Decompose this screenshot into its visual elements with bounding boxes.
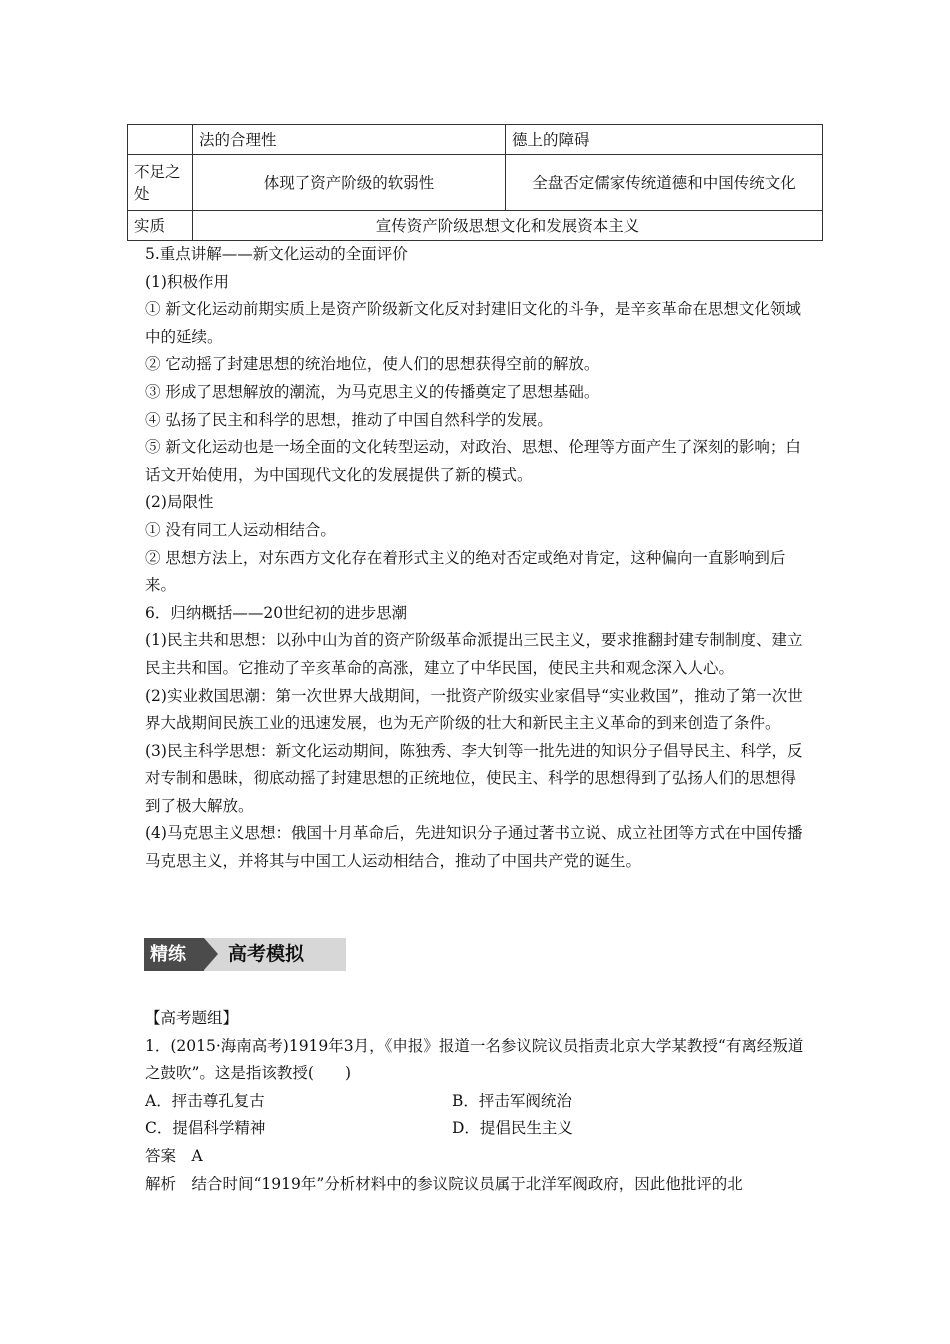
table-cell: 德上的障碍 [506,125,823,155]
analysis: 解析 结合时间“1919年”分析材料中的参议院议员属于北洋军阀政府，因此他批评的北 [145,1174,743,1193]
table-row-header: 不足之处 [128,155,193,211]
table-cell [128,125,193,155]
list-item: ① 没有同工人运动相结合。 [145,520,336,539]
option-a: A．抨击尊孔复古 [145,1091,265,1110]
list-item: ① 新文化运动前期实质上是资产阶级新文化反对封建旧文化的斗争，是辛亥革命在思想文化领域中的延续。 [145,300,801,346]
question-group-label: 【高考题组】 [145,1009,239,1027]
table-cell: 宣传资产阶级思想文化和发展资本主义 [193,211,823,241]
subheading: (1)积极作用 [145,272,229,291]
list-item: ③ 形成了思想解放的潮流，为马克思主义的传播奠定了思想基础。 [145,382,600,401]
table-row [128,125,823,155]
table-cell: 法的合理性 [193,125,506,155]
list-item: ② 思想方法上，对东西方文化存在着形式主义的绝对否定或绝对肯定，这种偏向一直影响到后来。 [145,548,786,595]
table-cell: 全盘否定儒家传统道德和中国传统文化 [506,155,823,211]
section-heading: 6．归纳概括——20世纪初的进步思潮 [145,603,408,622]
list-item: (1)民主共和思想：以孙中山为首的资产阶级革命派提出三民主义，要求推翻封建专制制度、建立民主共和国。它推动了辛亥革命的高涨，建立了中华民国，使民主共和观念深入人心。 [145,631,803,677]
question-text: 1．(2015·海南高考)1919年3月，《申报》报道一名参议院议员指责北京大学某教授“有离经叛道之鼓吹”。这是指该教授( ) [145,1036,804,1083]
exam-section [145,1005,805,1198]
table-row [128,211,823,241]
list-item: (2)实业救国思潮：第一次世界大战期间，一批资产阶级实业家倡导“实业救国”，推动了第一次世界大战期间民族工业的迅速发展，也为无产阶级的壮大和新民主主义革命的到来创造了条件。 [145,686,803,733]
section-heading: 5.重点讲解——新文化运动的全面评价 [145,245,408,263]
list-item: (3)民主科学思想：新文化运动期间，陈独秀、李大钊等一批先进的知识分子倡导民主、科学，反对专制和愚昧，彻底动摇了封建思想的正统地位，使民主、科学的思想得到了弘扬人们的思想得到了极大解放。 [145,741,803,815]
table-row [128,155,823,211]
list-item: (4)马克思主义思想：俄国十月革命后，先进知识分子通过著书立说、成立社团等方式在中国传播马克思主义，并将其与中国工人运动相结合，推动了中国共产党的诞生。 [145,824,803,871]
banner-tag: 精练 [144,938,204,971]
list-item: ② 它动摇了封建思想的统治地位，使人们的思想获得空前的解放。 [145,355,600,374]
table-cell: 体现了资产阶级的软弱性 [193,155,506,211]
table-row-header: 实质 [128,211,193,241]
option-b: B．抨击军阀统治 [452,1091,572,1110]
options-row [145,1088,805,1116]
body-text [145,241,805,876]
section-banner [144,938,346,971]
comparison-table [127,124,823,241]
answer: 答案 A [145,1146,203,1165]
options-row [145,1115,805,1143]
banner-title: 高考模拟 [228,943,305,965]
option-d: D．提倡民生主义 [452,1119,573,1138]
list-item: ⑤ 新文化运动也是一场全面的文化转型运动，对政治、思想、伦理等方面产生了深刻的影响；白话文开始使用，为中国现代文化的发展提供了新的模式。 [145,438,801,484]
option-c: C．提倡科学精神 [145,1119,266,1138]
list-item: ④ 弘扬了民主和科学的思想，推动了中国自然科学的发展。 [145,410,553,429]
banner-arrow-icon [204,938,218,970]
subheading: (2)局限性 [145,493,214,512]
